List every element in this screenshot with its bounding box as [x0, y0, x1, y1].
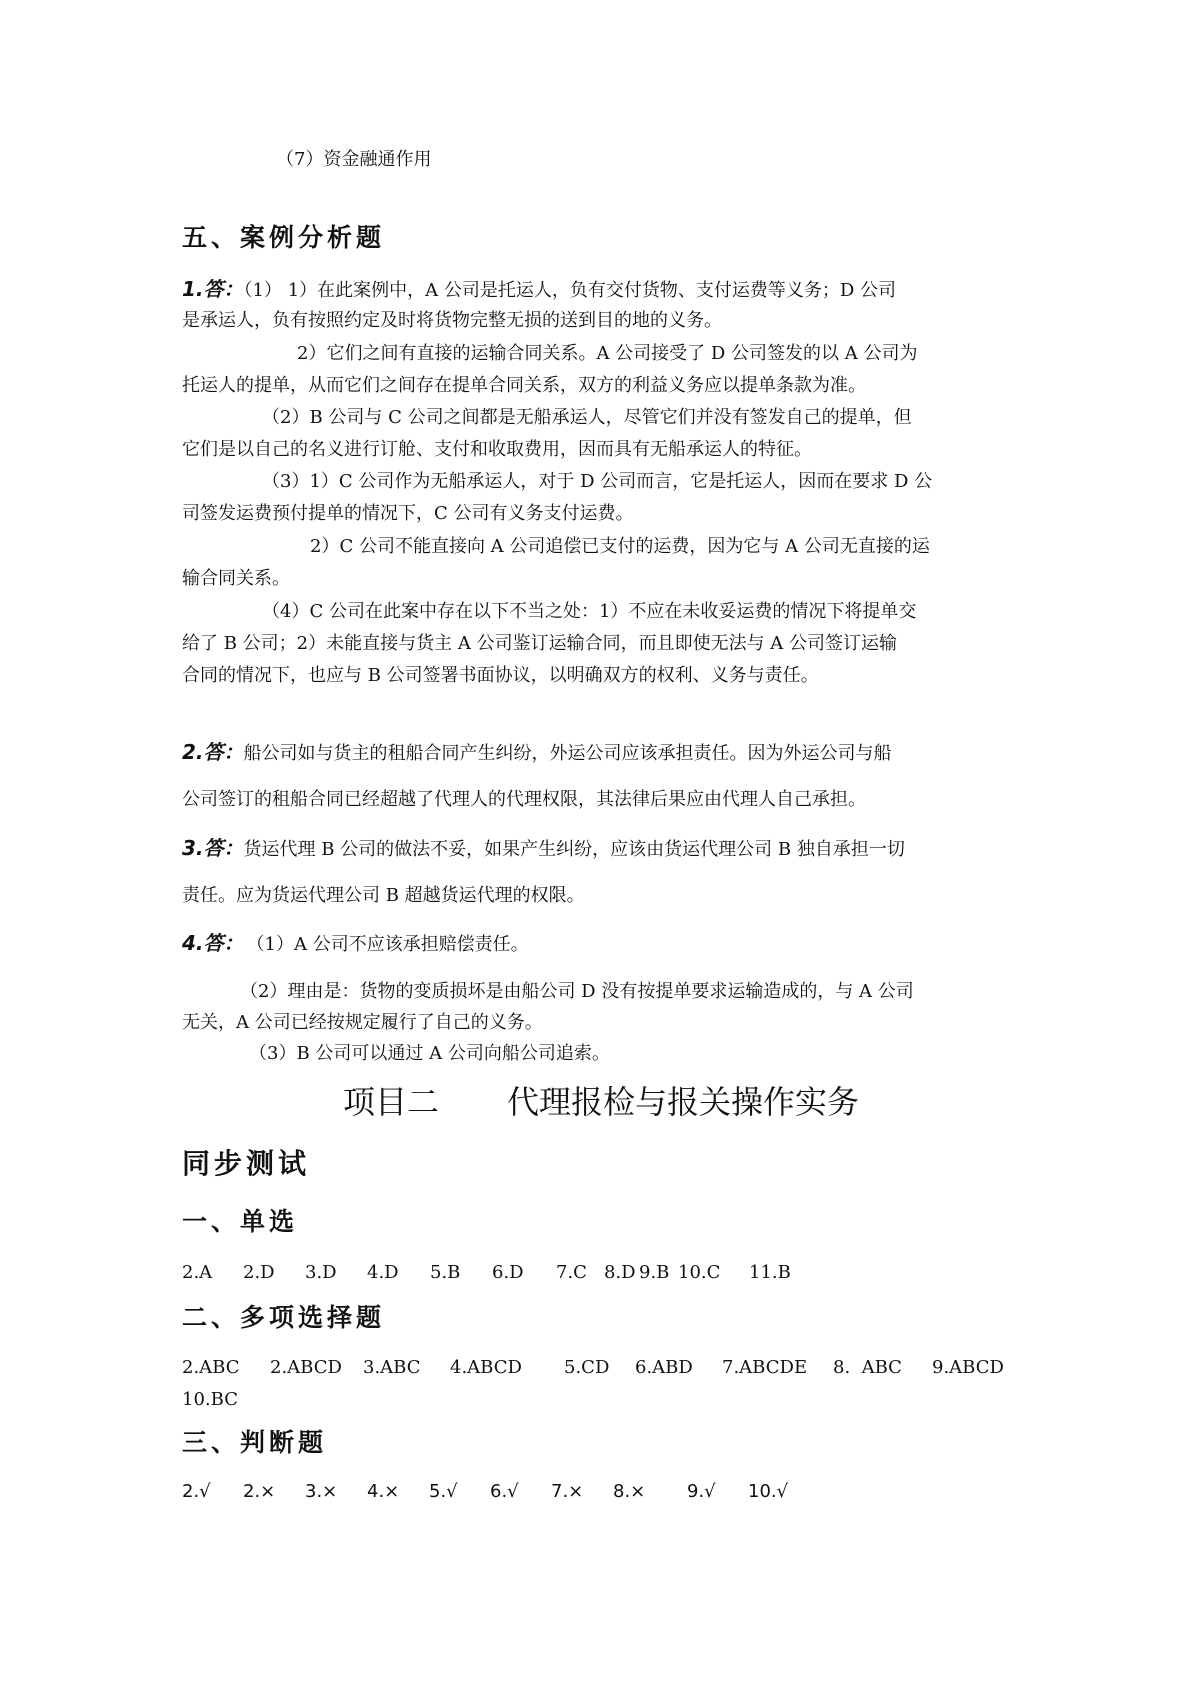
- multi-answer-9: 9.ABCD: [932, 1357, 1004, 1378]
- q1-line-8: 司签发运费预付提单的情况下，C 公司有义务支付运费。: [182, 503, 634, 524]
- q4-line-4: （3）B 公司可以通过 A 公司向船公司追索。: [249, 1043, 610, 1064]
- single-answer-4: 4.D: [367, 1262, 399, 1283]
- q4-line-2: （2）理由是：货物的变质损坏是由船公司 D 没有按提单要求运输造成的，与 A 公司: [240, 981, 914, 1002]
- single-answer-1: 2.A: [182, 1262, 213, 1283]
- single-answer-10: 10.C: [678, 1262, 721, 1283]
- q2-line-2: 公司签订的租船合同已经超越了代理人的代理权限，其法律后果应由代理人自己承担。: [182, 789, 866, 810]
- q1-line-7: （3）1）C 公司作为无船承运人，对于 D 公司而言，它是托运人，因而在要求 D 公: [262, 471, 933, 492]
- single-answer-6: 6.D: [492, 1262, 524, 1283]
- q4-label: 4.答：: [182, 931, 244, 955]
- judge-answer-1: 2.√: [182, 1481, 211, 1502]
- multi-answer-2: 2.ABCD: [270, 1357, 342, 1378]
- multi-answer-8: 8. ABC: [833, 1357, 902, 1378]
- judge-answers: [182, 1480, 788, 1504]
- q3-label: 3.答：: [182, 836, 244, 860]
- single-choice-heading: 一、单选: [182, 1207, 299, 1236]
- project-number: 项目二: [343, 1083, 440, 1121]
- single-answer-3: 3.D: [305, 1262, 337, 1283]
- q2-line-1: 2.答：船公司如与货主的租船合同产生纠纷，外运公司应该承担责任。因为外运公司与船: [182, 740, 892, 764]
- judge-answer-7: 7.×: [551, 1481, 584, 1502]
- judge-answer-9: 9.√: [687, 1481, 716, 1502]
- q4-line-3: 无关，A 公司已经按规定履行了自己的义务。: [182, 1012, 543, 1033]
- project-name: 代理报检与报关操作实务: [507, 1083, 860, 1121]
- single-answer-5: 5.B: [430, 1262, 461, 1283]
- q1-line-10: 输合同关系。: [182, 568, 290, 589]
- judge-answer-10: 10.√: [748, 1481, 789, 1502]
- multi-answer-10: 10.BC: [182, 1389, 238, 1410]
- intro-line: （7）资金融通作用: [276, 149, 432, 170]
- multi-answer-4: 4.ABCD: [450, 1357, 522, 1378]
- q2-label: 2.答：: [182, 740, 244, 764]
- project-title: [343, 1082, 859, 1122]
- q1-line-13: 合同的情况下，也应与 B 公司签署书面协议，以明确双方的权利、义务与责任。: [182, 665, 819, 686]
- single-answer-8: 8.D: [604, 1262, 636, 1283]
- q3-line-1: 3.答：货运代理 B 公司的做法不妥，如果产生纠纷，应该由货运代理公司 B 独自承担一切: [182, 836, 905, 860]
- q1-line-6: 它们是以自己的名义进行订舱、支付和收取费用，因而具有无船承运人的特征。: [182, 439, 812, 460]
- q1-line-3: 2）它们之间有直接的运输合同关系。A 公司接受了 D 公司签发的以 A 公司为: [297, 343, 918, 364]
- sync-test-heading: 同步测试: [182, 1147, 311, 1180]
- q1-line-5: （2）B 公司与 C 公司之间都是无船承运人，尽管它们并没有签发自己的提单，但: [262, 407, 912, 428]
- q1-line-4: 托运人的提单，从而它们之间存在提单合同关系，双方的利益义务应以提单条款为准。: [182, 375, 866, 396]
- q1-line-11: （4）C 公司在此案中存在以下不当之处：1）不应在未收妥运费的情况下将提单交: [262, 601, 917, 622]
- judge-heading: 三、判断题: [182, 1428, 328, 1457]
- multi-answer-3: 3.ABC: [363, 1357, 421, 1378]
- judge-answer-3: 3.×: [305, 1481, 338, 1502]
- q1-label: 1.答：: [182, 277, 244, 301]
- q1-line-12: 给了 B 公司；2）未能直接与货主 A 公司鉴订运输合同，而且即使无法与 A 公司签订运输: [182, 633, 898, 654]
- q1-line-9: 2）C 公司不能直接向 A 公司追偿已支付的运费，因为它与 A 公司无直接的运: [310, 536, 930, 557]
- single-answer-7: 7.C: [556, 1262, 587, 1283]
- q4-line-1: 4.答： （1）A 公司不应该承担赔偿责任。: [182, 931, 529, 955]
- judge-answer-8: 8.×: [613, 1481, 646, 1502]
- single-answer-2: 2.D: [243, 1262, 275, 1283]
- single-answer-11: 11.B: [749, 1262, 791, 1283]
- multi-choice-heading: 二、多项选择题: [182, 1303, 386, 1332]
- multi-answer-7: 7.ABCDE: [722, 1357, 808, 1378]
- judge-answer-4: 4.×: [367, 1481, 400, 1502]
- single-answer-9: 9.B: [639, 1262, 670, 1283]
- judge-answer-2: 2.×: [243, 1481, 276, 1502]
- multi-choice-answers: [182, 1356, 1004, 1380]
- section-heading-case-analysis: 五、案例分析题: [182, 223, 386, 252]
- judge-answer-5: 5.√: [429, 1481, 458, 1502]
- multi-answer-1: 2.ABC: [182, 1357, 240, 1378]
- single-choice-answers: [182, 1261, 791, 1285]
- q3-line-2: 责任。应为货运代理公司 B 超越货运代理的权限。: [182, 885, 585, 906]
- q1-line-2: 是承运人，负有按照约定及时将货物完整无损的送到目的地的义务。: [182, 310, 722, 331]
- multi-answer-5: 5.CD: [564, 1357, 610, 1378]
- q1-line-1: 1.答：（1） 1）在此案例中，A 公司是托运人，负有交付货物、支付运费等义务；D 公司: [182, 277, 897, 301]
- multi-answer-6: 6.ABD: [635, 1357, 693, 1378]
- judge-answer-6: 6.√: [490, 1481, 519, 1502]
